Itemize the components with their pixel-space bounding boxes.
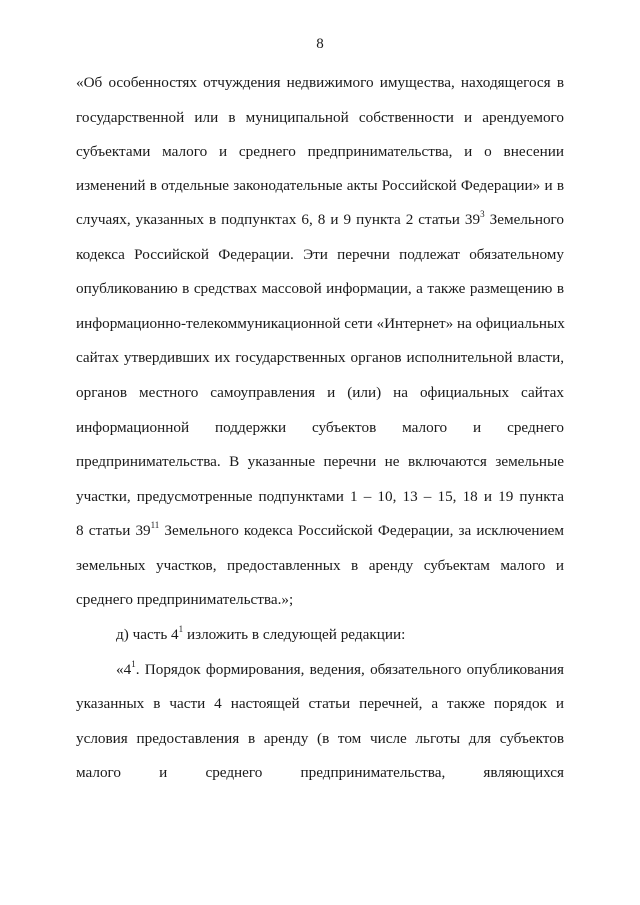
text-span: . Порядок формирования, ведения, обязательного опубликования xyxy=(135,661,564,678)
text-span: случаях, указанных в подпунктах 6, 8 и 9 пункта 2 статьи 39 xyxy=(76,211,481,228)
text-line: субъектами малого и среднего предпринимательства, и о внесении xyxy=(76,143,564,160)
text-line: предпринимательства. В указанные перечни не включаются земельные xyxy=(76,453,564,470)
text-line: государственной или в муниципальной собственности и арендуемого xyxy=(76,109,564,126)
superscript: 1 xyxy=(131,658,136,669)
text-span: д) часть 4 xyxy=(116,626,179,643)
text-line: среднего предпринимательства.»; xyxy=(76,591,294,608)
text-line: малого и среднего предпринимательства, являющихся xyxy=(76,764,564,781)
text-line xyxy=(76,521,564,541)
superscript: 3 xyxy=(480,208,485,219)
text-line xyxy=(76,210,564,230)
text-line: опубликованию в средствах массовой информации, а также размещению в xyxy=(76,280,564,297)
text-line: изменений в отдельные законодательные акты Российской Федерации» и в xyxy=(76,177,564,194)
text-line xyxy=(116,625,564,645)
text-span: «4 xyxy=(116,661,132,678)
text-line: сайтах утвердивших их государственных органов исполнительной власти, xyxy=(76,349,564,366)
text-span: Земельного кодекса Российской Федерации, за исключением xyxy=(159,522,564,539)
text-line: информационно-телекоммуникационной сети «Интернет» на официальных xyxy=(76,315,565,332)
text-line: органов местного самоуправления и (или) на официальных сайтах xyxy=(76,384,564,401)
text-line: кодекса Российской Федерации. Эти перечни подлежат обязательному xyxy=(76,246,564,263)
superscript: 1 xyxy=(178,623,184,634)
text-line: участки, предусмотренные подпунктами 1 – 10, 13 – 15, 18 и 19 пункта xyxy=(76,488,564,505)
text-span: изложить в следующей редакции: xyxy=(183,626,406,643)
text-line xyxy=(116,660,564,680)
text-line: «Об особенностях отчуждения недвижимого имущества, находящегося в xyxy=(76,74,564,91)
text-line: земельных участков, предоставленных в аренду субъектам малого и xyxy=(76,557,564,574)
text-line: указанных в части 4 настоящей статьи перечней, а также порядок и xyxy=(76,695,564,712)
text-span: Земельного xyxy=(484,211,564,228)
text-span: 8 статьи 39 xyxy=(76,522,151,539)
superscript: 11 xyxy=(150,519,160,530)
page-number: 8 xyxy=(316,36,324,52)
text-line: информационной поддержки субъектов малого и среднего xyxy=(76,419,564,436)
text-line: условия предоставления в аренду (в том числе льготы для субъектов xyxy=(76,730,564,747)
